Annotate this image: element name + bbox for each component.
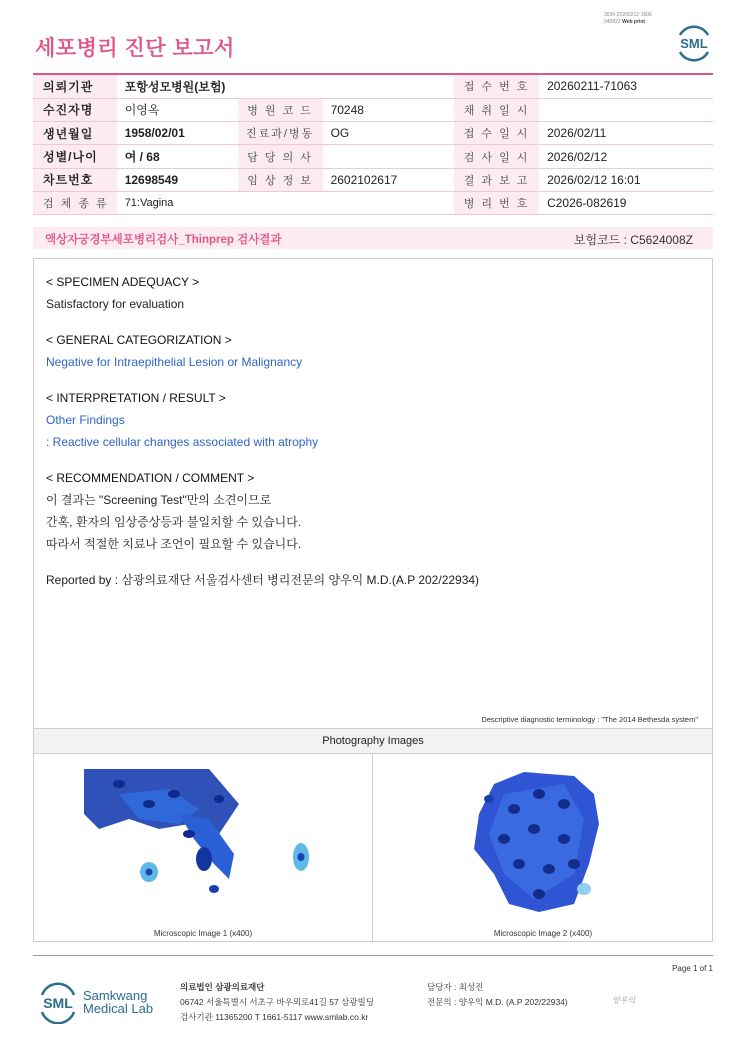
value-exam-date: 2026/02/12: [539, 145, 713, 168]
label-chart-number: 차트번호: [33, 168, 117, 191]
web-print-label: Web print: [622, 19, 646, 25]
value-doctor: [323, 145, 455, 168]
info-row: [33, 191, 713, 214]
insurance-code: 보험코드 : C5624008Z: [573, 233, 693, 247]
info-row: [33, 98, 713, 121]
value-clinical-info: 2602102617: [323, 168, 455, 191]
report-content: [46, 271, 696, 591]
label-doctor: 담 당 의 사: [238, 145, 323, 168]
caption-image-1: Microscopic Image 1 (x400): [153, 929, 253, 938]
value-sex-age: 여 / 68: [117, 145, 238, 168]
foundation-contact: 검사기관 11365200 T 1661-5117 www.smlab.co.kr: [180, 1012, 369, 1022]
value-receipt-date: 2026/02/11: [539, 122, 713, 145]
label-patient-name: 수진자명: [33, 98, 117, 121]
foundation-name: 의료법인 삼광의료재단: [180, 982, 265, 992]
patient-info-table: [33, 75, 713, 215]
value-receipt-number: 20260211-71063: [539, 75, 713, 98]
value-collection-date: [539, 98, 713, 121]
signature: 양우익: [612, 996, 636, 1005]
recommendation-heading: < RECOMMENDATION / COMMENT >: [46, 471, 255, 485]
label-result-report: 결 과 보 고: [454, 168, 539, 191]
label-specimen-type: 검 체 종 류: [33, 191, 117, 214]
value-patient-name: 이영옥: [117, 98, 238, 121]
label-birth-date: 생년월일: [33, 122, 117, 145]
microscopic-image-1: [79, 764, 329, 924]
staff-in-charge: 담당자 : 최성진: [427, 982, 484, 992]
value-department: OG: [323, 122, 455, 145]
sml-logo: [674, 22, 714, 62]
label-receipt-number: 접 수 번 호: [454, 75, 539, 98]
label-collection-date: 채 취 일 시: [454, 98, 539, 121]
interpretation-line-2: : Reactive cellular changes associated with atrophy: [46, 435, 319, 449]
value-requesting-institution: 포항성모병원(보험): [117, 75, 454, 98]
lab-name-line-1: Samkwang: [83, 988, 148, 1003]
print-code-line2: 040822: [604, 19, 621, 25]
page-number: Page 1 of 1: [672, 964, 713, 973]
interpretation-heading: < INTERPRETATION / RESULT >: [46, 391, 226, 405]
adequacy-text: Satisfactory for evaluation: [46, 297, 185, 311]
photo-divider: [372, 754, 373, 942]
staff-info: [427, 980, 568, 1010]
label-receipt-date: 접 수 일 시: [454, 122, 539, 145]
label-pathology-number: 병 리 번 호: [454, 191, 539, 214]
info-row: [33, 168, 713, 191]
value-chart-number: 12698549: [117, 168, 238, 191]
report-title: 세포병리 진단 보고서: [35, 37, 235, 60]
sml-footer-logo: [36, 980, 80, 1024]
print-code: [604, 12, 652, 26]
adequacy-heading: < SPECIMEN ADEQUACY >: [46, 275, 200, 289]
interpretation-line-1: Other Findings: [46, 413, 125, 427]
recommendation-line-3: 따라서 적절한 치료나 조언이 필요할 수 있습니다.: [46, 537, 302, 551]
label-hospital-code: 병 원 코 드: [238, 98, 323, 121]
lab-name: [83, 989, 153, 1015]
label-clinical-info: 임 상 정 보: [238, 168, 323, 191]
logo-text: SML: [680, 36, 708, 51]
info-row: [33, 75, 713, 98]
footer-divider: [33, 955, 713, 956]
label-sex-age: 성별/나이: [33, 145, 117, 168]
exam-name: 액상자궁경부세포병리검사_Thinprep 검사결과: [45, 234, 282, 246]
value-birth-date: 1958/02/01: [117, 122, 238, 145]
categorization-heading: < GENERAL CATEGORIZATION >: [46, 333, 232, 347]
value-specimen-type: 71:Vagina: [117, 191, 454, 214]
microscopic-image-2: [444, 764, 694, 924]
label-department: 진료과/병동: [238, 122, 323, 145]
report-box: [33, 258, 713, 942]
value-pathology-number: C2026-082619: [539, 191, 713, 214]
lab-name-line-2: Medical Lab: [83, 1001, 154, 1016]
recommendation-line-1: 이 결과는 "Screening Test"만의 소견이므로: [46, 493, 272, 507]
caption-image-2: Microscopic Image 2 (x400): [493, 929, 593, 938]
photo-section-header: Photography Images: [34, 728, 712, 754]
info-row: [33, 122, 713, 145]
recommendation-line-2: 간혹, 환자의 임상증상등과 불일치할 수 있습니다.: [46, 515, 302, 529]
foundation-info: [180, 980, 374, 1025]
categorization-text: Negative for Intraepithelial Lesion or Malignancy: [46, 355, 303, 369]
exam-title-bar: [33, 227, 713, 249]
label-exam-date: 검 사 일 시: [454, 145, 539, 168]
value-hospital-code: 70248: [323, 98, 455, 121]
value-result-report: 2026/02/12 16:01: [539, 168, 713, 191]
reported-by: Reported by : 삼광의료재단 서울검사센터 병리전문의 양우익 M.D.(A.P 202/22934): [46, 573, 480, 587]
print-code-line1: 3036-20260212-1606: [604, 12, 652, 18]
terminology-note: Descriptive diagnostic terminology : "The 2014 Bethesda system": [481, 715, 698, 724]
specialist: 전문의 : 양우익 M.D. (A.P 202/22934): [427, 997, 568, 1007]
info-row: [33, 145, 713, 168]
foundation-address: 06742 서울특별시 서초구 바우뫼로41길 57 삼광빌딩: [180, 997, 374, 1007]
footer-logo-text: SML: [43, 995, 73, 1011]
label-requesting-institution: 의뢰기관: [33, 75, 117, 98]
